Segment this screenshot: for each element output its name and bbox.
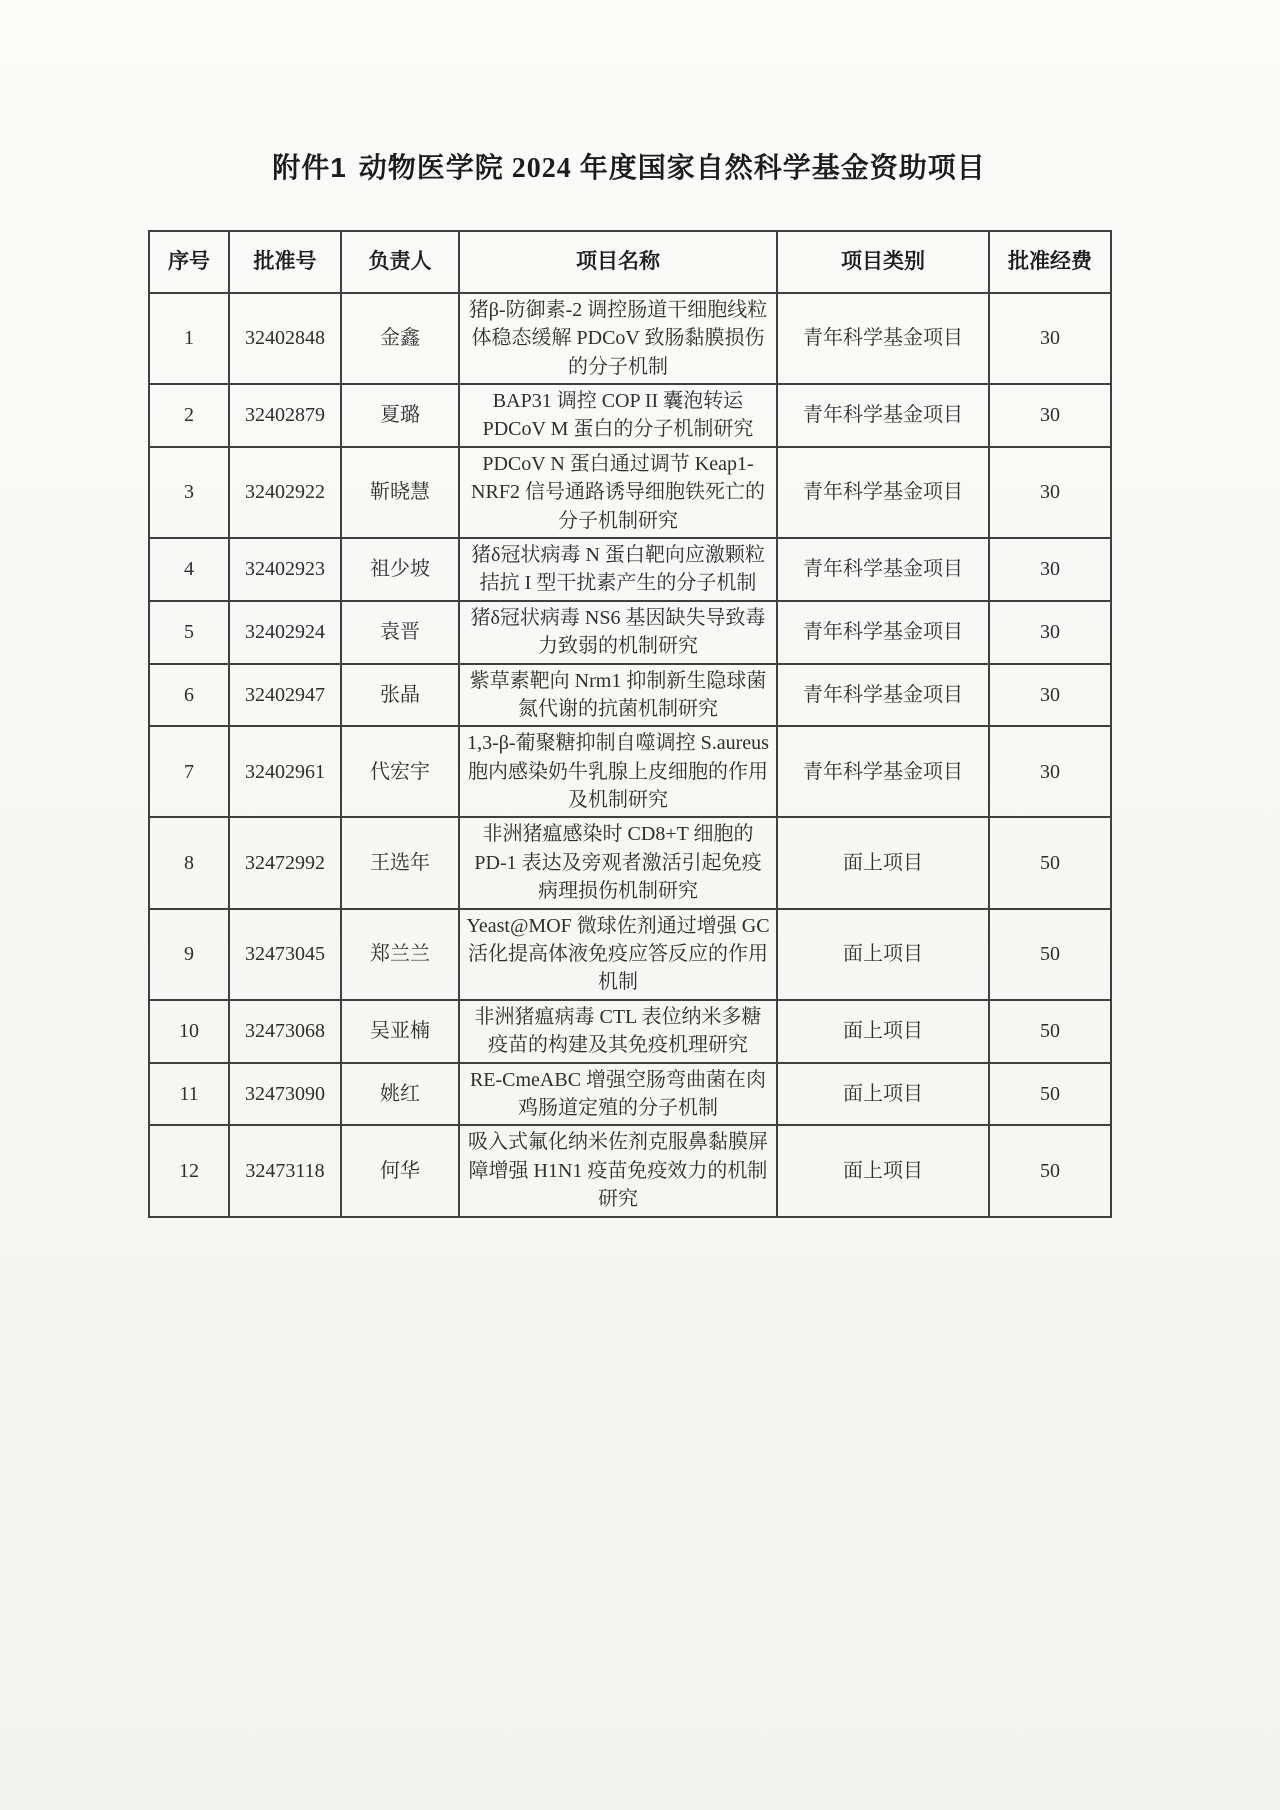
cell-no: 2	[149, 384, 229, 447]
table-row	[149, 293, 1111, 384]
cell-fund: 30	[989, 664, 1111, 727]
col-header-pi: 负责人	[341, 231, 459, 293]
cell-grant-no: 32473118	[229, 1125, 341, 1216]
cell-pi: 吴亚楠	[341, 1000, 459, 1063]
cell-project: 猪δ冠状病毒 N 蛋白靶向应激颗粒拮抗 I 型干扰素产生的分子机制	[459, 538, 777, 601]
cell-category: 面上项目	[777, 1063, 989, 1126]
cell-fund: 30	[989, 384, 1111, 447]
table-row	[149, 384, 1111, 447]
cell-no: 7	[149, 726, 229, 817]
cell-grant-no: 32402879	[229, 384, 341, 447]
table-row	[149, 1000, 1111, 1063]
cell-pi: 金鑫	[341, 293, 459, 384]
col-header-category: 项目类别	[777, 231, 989, 293]
cell-pi: 王选年	[341, 817, 459, 908]
cell-fund: 50	[989, 1125, 1111, 1216]
cell-no: 12	[149, 1125, 229, 1216]
cell-project: 非洲猪瘟病毒 CTL 表位纳米多糖疫苗的构建及其免疫机理研究	[459, 1000, 777, 1063]
cell-fund: 30	[989, 726, 1111, 817]
cell-category: 面上项目	[777, 1125, 989, 1216]
cell-project: Yeast@MOF 微球佐剂通过增强 GC 活化提高体液免疫应答反应的作用机制	[459, 909, 777, 1000]
cell-pi: 袁晋	[341, 601, 459, 664]
cell-fund: 30	[989, 601, 1111, 664]
page-title	[148, 146, 1110, 186]
cell-category: 面上项目	[777, 909, 989, 1000]
cell-no: 10	[149, 1000, 229, 1063]
cell-category: 青年科学基金项目	[777, 447, 989, 538]
cell-pi: 靳晓慧	[341, 447, 459, 538]
cell-no: 8	[149, 817, 229, 908]
title-main-text: 动物医学院 2024 年度国家自然科学基金资助项目	[358, 153, 986, 184]
col-header-fund: 批准经费	[989, 231, 1111, 293]
cell-no: 5	[149, 601, 229, 664]
cell-grant-no: 32402922	[229, 447, 341, 538]
col-header-project: 项目名称	[459, 231, 777, 293]
cell-fund: 50	[989, 817, 1111, 908]
cell-project: 猪β-防御素-2 调控肠道干细胞线粒体稳态缓解 PDCoV 致肠黏膜损伤的分子机制	[459, 293, 777, 384]
cell-grant-no: 32473068	[229, 1000, 341, 1063]
cell-grant-no: 32402923	[229, 538, 341, 601]
cell-grant-no: 32402924	[229, 601, 341, 664]
cell-no: 3	[149, 447, 229, 538]
cell-category: 青年科学基金项目	[777, 384, 989, 447]
cell-no: 9	[149, 909, 229, 1000]
table-row	[149, 817, 1111, 908]
cell-project: BAP31 调控 COP II 囊泡转运 PDCoV M 蛋白的分子机制研究	[459, 384, 777, 447]
cell-no: 4	[149, 538, 229, 601]
cell-category: 面上项目	[777, 1000, 989, 1063]
cell-grant-no: 32402961	[229, 726, 341, 817]
cell-project: 紫草素靶向 Nrm1 抑制新生隐球菌氮代谢的抗菌机制研究	[459, 664, 777, 727]
cell-category: 青年科学基金项目	[777, 601, 989, 664]
table-row	[149, 1125, 1111, 1216]
cell-no: 1	[149, 293, 229, 384]
cell-category: 面上项目	[777, 817, 989, 908]
cell-category: 青年科学基金项目	[777, 538, 989, 601]
cell-grant-no: 32402848	[229, 293, 341, 384]
cell-project: 1,3-β-葡聚糖抑制自噬调控 S.aureus 胞内感染奶牛乳腺上皮细胞的作用及机制研究	[459, 726, 777, 817]
cell-project: RE-CmeABC 增强空肠弯曲菌在肉鸡肠道定殖的分子机制	[459, 1063, 777, 1126]
table-header-row	[149, 231, 1111, 293]
cell-pi: 夏璐	[341, 384, 459, 447]
cell-project: PDCoV N 蛋白通过调节 Keap1-NRF2 信号通路诱导细胞铁死亡的分子机制研究	[459, 447, 777, 538]
title-attachment-label: 附件1	[272, 152, 347, 183]
cell-pi: 祖少坡	[341, 538, 459, 601]
table-row	[149, 601, 1111, 664]
cell-no: 6	[149, 664, 229, 727]
table-row	[149, 447, 1111, 538]
cell-fund: 30	[989, 447, 1111, 538]
col-header-serial-no: 序号	[149, 231, 229, 293]
table-row	[149, 664, 1111, 727]
cell-pi: 代宏宇	[341, 726, 459, 817]
cell-grant-no: 32472992	[229, 817, 341, 908]
cell-fund: 50	[989, 909, 1111, 1000]
cell-pi: 郑兰兰	[341, 909, 459, 1000]
cell-project: 猪δ冠状病毒 NS6 基因缺失导致毒力致弱的机制研究	[459, 601, 777, 664]
cell-project: 吸入式氟化纳米佐剂克服鼻黏膜屏障增强 H1N1 疫苗免疫效力的机制研究	[459, 1125, 777, 1216]
table-row	[149, 1063, 1111, 1126]
cell-fund: 50	[989, 1000, 1111, 1063]
cell-fund: 30	[989, 538, 1111, 601]
table-row	[149, 909, 1111, 1000]
cell-pi: 何华	[341, 1125, 459, 1216]
table-row	[149, 538, 1111, 601]
table-row	[149, 726, 1111, 817]
table-body	[149, 293, 1111, 1217]
cell-grant-no: 32402947	[229, 664, 341, 727]
cell-no: 11	[149, 1063, 229, 1126]
cell-pi: 姚红	[341, 1063, 459, 1126]
cell-pi: 张晶	[341, 664, 459, 727]
cell-category: 青年科学基金项目	[777, 726, 989, 817]
cell-fund: 30	[989, 293, 1111, 384]
col-header-grant-no: 批准号	[229, 231, 341, 293]
cell-category: 青年科学基金项目	[777, 293, 989, 384]
cell-category: 青年科学基金项目	[777, 664, 989, 727]
cell-grant-no: 32473090	[229, 1063, 341, 1126]
cell-fund: 50	[989, 1063, 1111, 1126]
cell-grant-no: 32473045	[229, 909, 341, 1000]
cell-project: 非洲猪瘟感染时 CD8+T 细胞的 PD-1 表达及旁观者激活引起免疫病理损伤机制研究	[459, 817, 777, 908]
funding-projects-table	[148, 230, 1112, 1218]
